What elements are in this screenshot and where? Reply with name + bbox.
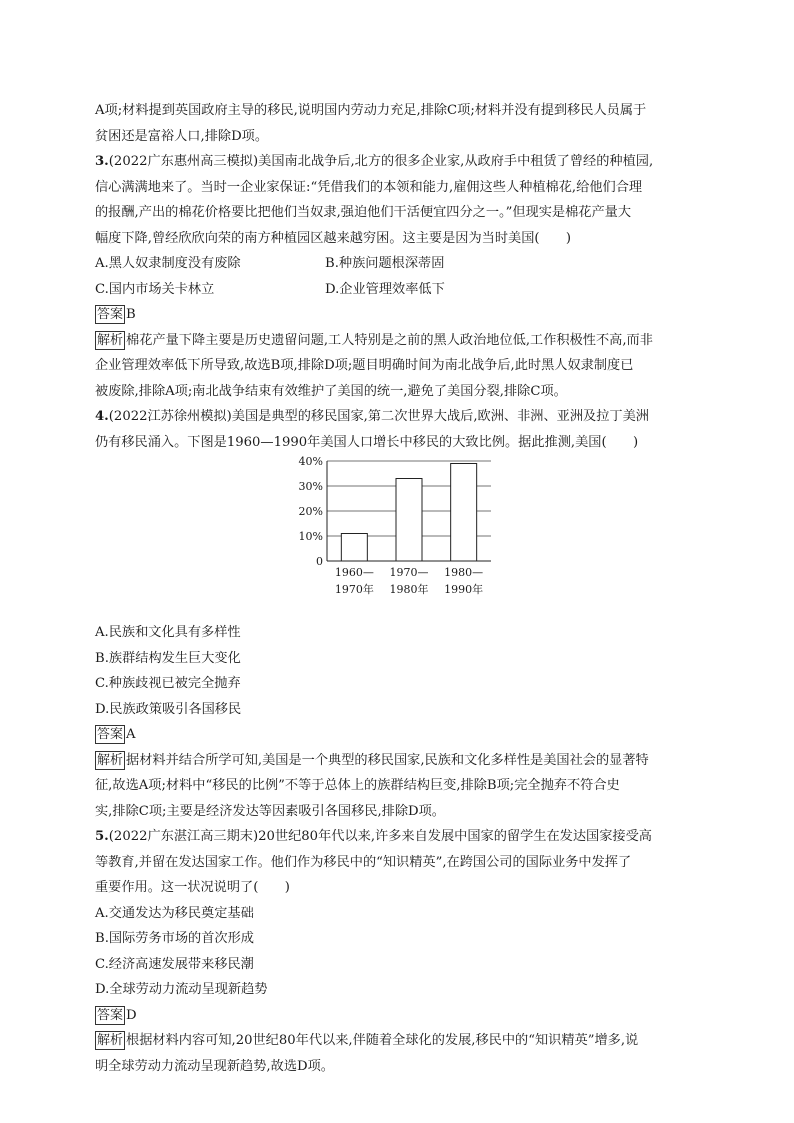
option-b: B.国际劳务市场的首次形成 (95, 931, 254, 946)
analysis-line: 被废除,排除A项;南北战争结束有效维护了美国的统一,避免了美国分裂,排除C项。 (95, 383, 567, 399)
y-tick-label: 20% (298, 505, 323, 518)
option-a: A.交通发达为移民奠定基础 (95, 905, 254, 921)
analysis-line: 明全球劳动力流动呈现新趋势,故选D项。 (95, 1058, 334, 1074)
x-tick-label: 1980年 (389, 583, 429, 596)
option-c: C.国内市场关卡林立 (95, 281, 215, 297)
question-3 (95, 149, 700, 404)
intro-line: 贫困还是富裕人口,排除D项。 (95, 128, 269, 144)
option-c: C.种族歧视已被完全抛弃 (95, 676, 241, 691)
stem-line: 仍有移民涌入。下图是1960—1990年美国人口增长中移民的大致比例。据此推测,美国( ) (95, 434, 639, 450)
analysis (95, 1028, 700, 1079)
chart-svg (95, 455, 700, 620)
answer-value: B (126, 307, 136, 322)
stem-line: 重要作用。这一状况说明了( ) (95, 880, 290, 895)
option-b: B.族群结构发生巨大变化 (95, 650, 241, 666)
page-content (95, 98, 700, 1079)
question-4 (95, 404, 700, 824)
question-stem (95, 149, 700, 251)
analysis-tag: 解析 (97, 752, 124, 768)
analysis-line: 实,排除C项;主要是经济发达等因素吸引各国移民,排除D项。 (95, 803, 445, 819)
analysis-line: 根据材料内容可知,20世纪80年代以来,伴随着全球化的发展,移民中的“知识精英”增多,说 (126, 1033, 639, 1048)
stem-line: (2022广东惠州高三模拟)美国南北战争后,北方的很多企业家,从政府手中租赁了曾经的种植园, (108, 154, 654, 169)
answer-tag: 答案 (97, 1007, 124, 1023)
x-tick-label: 1980— (444, 566, 484, 579)
stem-line: (2022广东湛江高三期末)20世纪80年代以来,许多来自发展中国家的留学生在发达国家接受高 (108, 829, 652, 844)
answer-tag: 答案 (97, 307, 124, 322)
x-tick-label: 1970年 (334, 583, 374, 596)
stem-line: 幅度下降,曾经欣欣向荣的南方种植园区越来越穷困。这主要是因为当时美国( ) (95, 230, 572, 246)
y-tick-label: 10% (298, 530, 323, 543)
bar (341, 534, 367, 562)
analysis-tag: 解析 (97, 1033, 124, 1048)
bar (451, 464, 477, 562)
x-tick-label: 1970— (389, 566, 429, 579)
option-d: D.全球劳动力流动呈现新趋势 (95, 982, 268, 997)
option-d: D.民族政策吸引各国移民 (95, 701, 242, 717)
question-stem (95, 824, 700, 901)
x-tick-label: 1960— (334, 566, 374, 579)
analysis (95, 328, 700, 405)
immigration-bar-chart (95, 455, 700, 620)
analysis-line: 据材料并结合所学可知,美国是一个典型的移民国家,民族和文化多样性是美国社会的显著特 (126, 752, 649, 768)
bar (396, 479, 422, 562)
stem-line: 等教育,并留在发达国家工作。他们作为移民中的“知识精英”,在跨国公司的国际业务中发挥了 (95, 854, 632, 870)
analysis-line: 征,故选A项;材料中“移民的比例”不等于总体上的族群结构巨变,排除B项;完全抛弃不符合史 (95, 778, 620, 793)
option-d: D.企业管理效率低下 (325, 281, 445, 297)
answer-line (95, 302, 700, 328)
y-tick-label: 0 (316, 555, 323, 568)
question-number: 5. (95, 829, 109, 844)
question-number: 4. (95, 409, 109, 424)
answer-tag: 答案 (97, 727, 124, 742)
analysis-line: 企业管理效率低下所导致,故选B项,排除D项;题目明确时间为南北战争后,此时黑人奴隶制度已 (95, 358, 634, 373)
stem-line: 信心满满地来了。当时一企业家保证:“凭借我们的本领和能力,雇佣这些人种植棉花,给他们合理 (95, 179, 643, 195)
answer-value: D (126, 1007, 137, 1023)
answer-line (95, 1003, 700, 1029)
analysis-tag: 解析 (97, 332, 124, 348)
option-b: B.种族问题根深蒂固 (325, 256, 445, 271)
option-c: C.经济高速发展带来移民潮 (95, 956, 254, 972)
analysis-line: 棉花产量下降主要是历史遗留问题,工人特别是之前的黑人政治地位低,工作积极性不高,而非 (126, 332, 653, 348)
answer-value: A (126, 727, 136, 742)
question-stem (95, 404, 700, 455)
option-row (95, 277, 700, 303)
stem-line: (2022江苏徐州模拟)美国是典型的移民国家,第二次世界大战后,欧洲、非洲、亚洲及拉丁美洲 (108, 409, 649, 424)
option-row (95, 251, 700, 277)
stem-line: 的报酬,产出的棉花价格要比把他们当奴隶,强迫他们干活便宜四分之一。”但现实是棉花产量大 (95, 205, 632, 220)
intro-text (95, 98, 700, 149)
option-a: A.民族和文化具有多样性 (95, 625, 241, 640)
option-a: A.黑人奴隶制度没有废除 (95, 256, 241, 271)
x-tick-label: 1990年 (444, 583, 484, 596)
answer-line (95, 722, 700, 748)
analysis (95, 748, 700, 825)
y-tick-label: 40% (298, 455, 323, 468)
question-5 (95, 824, 700, 1079)
question-number: 3. (95, 154, 109, 169)
intro-line: A项;材料提到英国政府主导的移民,说明国内劳动力充足,排除C项;材料并没有提到移民人员属于 (95, 103, 647, 118)
y-tick-label: 30% (298, 480, 323, 493)
